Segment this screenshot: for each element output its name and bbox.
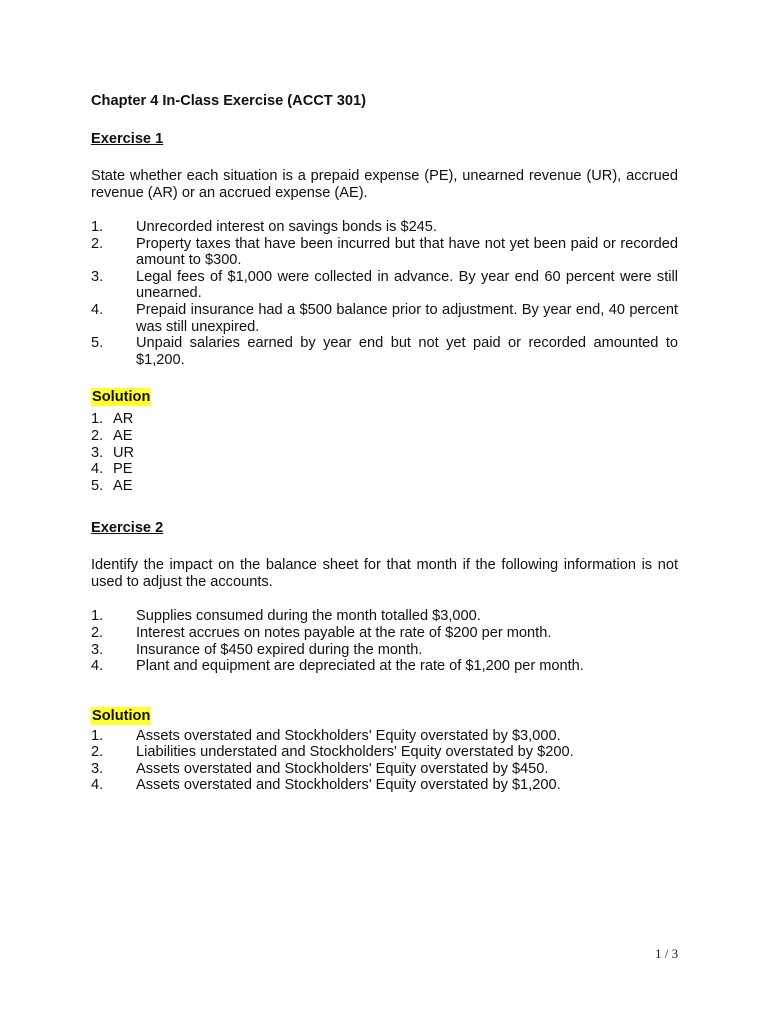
list-item: [91, 219, 678, 236]
item-number: 2.: [91, 427, 104, 444]
list-item: [91, 777, 678, 794]
document-title: Chapter 4 In-Class Exercise (ACCT 301): [91, 93, 366, 109]
list-item: [91, 744, 678, 761]
item-text: AE: [113, 427, 133, 444]
item-text: PE: [113, 461, 133, 478]
page-number: 1 / 3: [655, 946, 679, 961]
item-number: 4.: [91, 777, 104, 794]
item-number: 3.: [91, 641, 104, 658]
list-item: [91, 302, 678, 335]
exercise1-solution-label: Solution: [92, 389, 151, 406]
item-number: 2.: [91, 624, 104, 641]
item-number: 3.: [91, 268, 104, 285]
list-item: [91, 478, 678, 495]
item-text: Assets overstated and Stockholders' Equity overstated by $3,000.: [136, 727, 561, 744]
item-text: Plant and equipment are depreciated at the rate of $1,200 per month.: [136, 658, 584, 675]
exercise2-list: [91, 608, 678, 674]
item-number: 2.: [91, 235, 104, 252]
item-text: Insurance of $450 expired during the month.: [136, 641, 423, 658]
exercise1-solution-block: [91, 388, 678, 406]
item-number: 4.: [91, 658, 104, 675]
item-text: UR: [113, 444, 135, 461]
item-text: AE: [113, 477, 133, 494]
list-item: [91, 335, 678, 368]
list-item: [91, 461, 678, 478]
item-number: 5.: [91, 477, 104, 494]
exercise1-intro: State whether each situation is a prepaid expense (PE), unearned revenue (UR), accrued revenue (AR) or an accrued expense (AE).: [91, 168, 678, 201]
item-text: Property taxes that have been incurred but that have not yet been paid or recorded amount to $300.: [136, 235, 678, 269]
item-number: 1.: [91, 727, 104, 744]
exercise2-solution-block: [91, 707, 678, 725]
item-text: Prepaid insurance had a $500 balance prior to adjustment. By year end, 40 percent was still unexpired.: [136, 301, 678, 335]
list-item: [91, 608, 678, 625]
list-item: [91, 625, 678, 642]
item-text: Assets overstated and Stockholders' Equity overstated by $1,200.: [136, 777, 561, 794]
list-item: [91, 411, 678, 428]
item-text: Liabilities understated and Stockholders' Equity overstated by $200.: [136, 744, 574, 761]
exercise2-intro: Identify the impact on the balance sheet for that month if the following information is not used to adjust the accounts.: [91, 557, 678, 591]
item-number: 4.: [91, 461, 104, 478]
document-content: [91, 92, 678, 794]
item-number: 3.: [91, 444, 104, 461]
item-number: 1.: [91, 219, 104, 235]
item-number: 1.: [91, 411, 104, 428]
item-text: Interest accrues on notes payable at the rate of $200 per month.: [136, 624, 552, 641]
exercise1-list: [91, 219, 678, 368]
exercise2-heading: Exercise 2: [91, 520, 164, 537]
list-item: [91, 269, 678, 302]
item-number: 1.: [91, 608, 104, 625]
item-text: Supplies consumed during the month totalled $3,000.: [136, 608, 481, 625]
exercise1-solution-list: [91, 411, 678, 494]
item-number: 4.: [91, 301, 104, 318]
list-item: [91, 445, 678, 462]
exercise1-heading: Exercise 1: [91, 131, 164, 147]
item-number: 3.: [91, 760, 104, 777]
item-number: 2.: [91, 744, 104, 761]
list-item: [91, 761, 678, 778]
exercise2-solution-label: Solution: [92, 707, 151, 724]
item-text: Unpaid salaries earned by year end but not yet paid or recorded amounted to $1,200.: [136, 335, 678, 368]
item-text: Unrecorded interest on savings bonds is $245.: [136, 219, 437, 235]
exercise2-solution-list: [91, 728, 678, 794]
list-item: [91, 236, 678, 269]
list-item: [91, 728, 678, 745]
item-text: Assets overstated and Stockholders' Equity overstated by $450.: [136, 760, 549, 777]
item-text: AR: [113, 411, 134, 428]
list-item: [91, 658, 678, 675]
item-text: Legal fees of $1,000 were collected in advance. By year end 60 percent were still unearned.: [136, 268, 678, 302]
item-number: 5.: [91, 335, 104, 352]
list-item: [91, 428, 678, 445]
list-item: [91, 642, 678, 659]
